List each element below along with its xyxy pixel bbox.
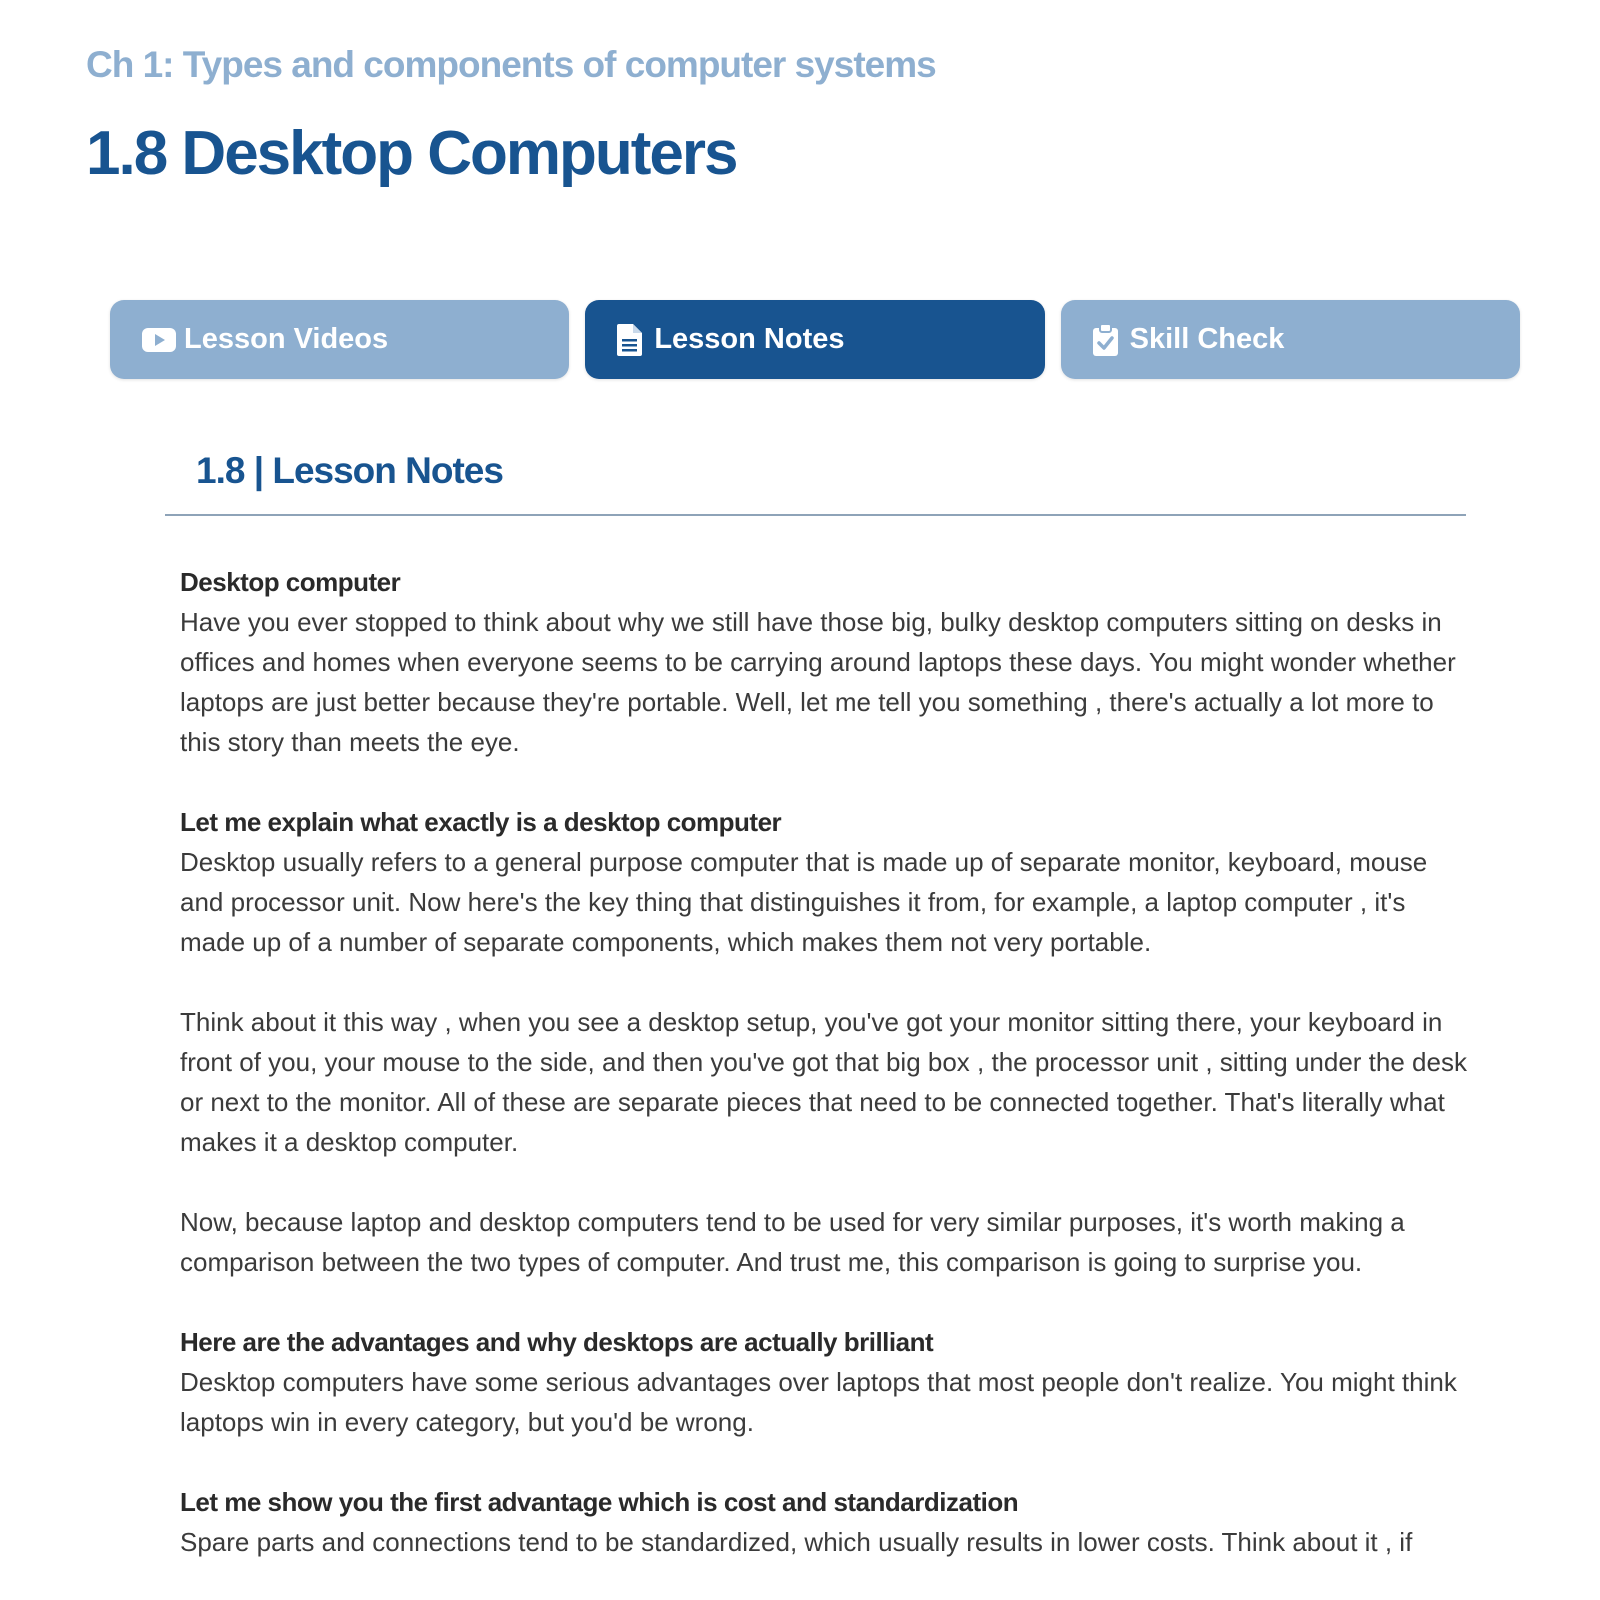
- youtube-icon: [142, 328, 176, 352]
- tab-lesson-notes[interactable]: [585, 300, 1044, 379]
- lesson-tabs: [110, 300, 1520, 379]
- tab-label: Lesson Videos: [184, 323, 389, 355]
- chapter-title: Ch 1: Types and components of computer systems: [86, 44, 936, 85]
- note-subheading: Desktop computer: [180, 567, 401, 597]
- note-subheading: Let me explain what exactly is a desktop computer: [180, 807, 782, 837]
- tab-lesson-videos[interactable]: [110, 300, 569, 379]
- note-text: Spare parts and connections tend to be standardized, which usually results in lower costs. Think about it , if: [180, 1527, 1413, 1557]
- tab-label: Skill Check: [1129, 323, 1285, 355]
- tab-label: Lesson Notes: [654, 323, 845, 355]
- lesson-notes-content: [180, 562, 1470, 1600]
- clipboard-check-icon: [1093, 324, 1118, 356]
- page-title: 1.8 Desktop Computers: [86, 119, 737, 188]
- note-text: Desktop computers have some serious advantages over laptops that most people don't realize. You might think laptops win in every category, but you'd be wrong.: [180, 1367, 1457, 1437]
- note-subheading: Here are the advantages and why desktops are actually brilliant: [180, 1327, 934, 1357]
- note-paragraph: [180, 1002, 1470, 1162]
- section-heading: 1.8 | Lesson Notes: [196, 450, 503, 491]
- section-divider: [165, 514, 1466, 516]
- note-paragraph: [180, 802, 1470, 962]
- note-text: Desktop usually refers to a general purpose computer that is made up of separate monitor, keyboard, mouse and processor unit. Now here's the key thing that distinguishes it from, for example, a laptop computer , it's made up of a number of separate components, which makes them not very portable.: [180, 847, 1428, 957]
- note-paragraph: [180, 1482, 1470, 1562]
- document-icon: [617, 324, 642, 356]
- note-text: Think about it this way , when you see a desktop setup, you've got your monitor sitting there, your keyboard in front of you, your mouse to the side, and then you've got that big box , the processor unit , sitting under the desk or next to the monitor. All of these are separate pieces that need to be connected together. That's literally what makes it a desktop computer.: [180, 1007, 1467, 1157]
- note-text: Have you ever stopped to think about why we still have those big, bulky desktop computers sitting on desks in offices and homes when everyone seems to be carrying around laptops these days. You might wonder whether laptops are just better because they're portable. Well, let me tell you something , there's actually a lot more to this story than meets the eye.: [180, 607, 1456, 757]
- note-subheading: Let me show you the first advantage which is cost and standardization: [180, 1487, 1019, 1517]
- tab-skill-check[interactable]: [1061, 300, 1520, 379]
- note-paragraph: [180, 562, 1470, 762]
- note-paragraph: [180, 1202, 1470, 1282]
- note-text: Now, because laptop and desktop computers tend to be used for very similar purposes, it's worth making a comparison between the two types of computer. And trust me, this comparison is going to surprise you.: [180, 1207, 1405, 1277]
- note-paragraph: [180, 1322, 1470, 1442]
